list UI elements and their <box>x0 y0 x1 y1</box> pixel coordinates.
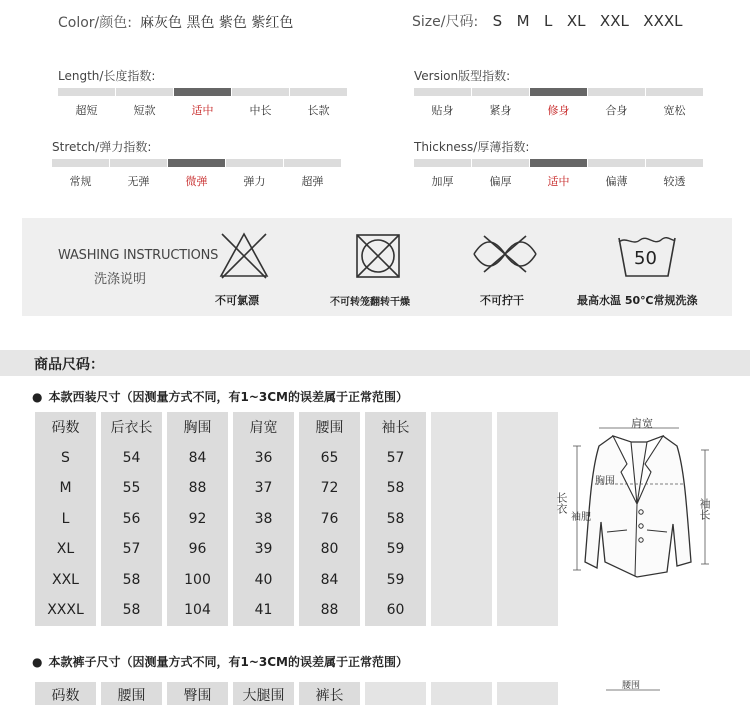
table-blank-cell <box>431 473 492 504</box>
stretch-gauge <box>52 159 341 189</box>
length-label: 长衣 <box>555 492 568 514</box>
size-label: Size/尺码: <box>412 14 479 30</box>
wash-caption: 不可氯漂 <box>215 294 259 307</box>
table-header-cell: 大腿围 <box>233 682 294 705</box>
table-cell: 39 <box>233 534 294 565</box>
table-cell: 60 <box>365 595 426 626</box>
no-tumble-dry-icon <box>354 232 402 280</box>
table-header-cell: 后衣长 <box>101 412 162 443</box>
suit-size-table <box>35 412 563 626</box>
thickness-gauge-title: Thickness/厚薄指数: <box>414 140 530 154</box>
washing-title-cn: 洗涤说明 <box>94 272 147 287</box>
table-blank-cell <box>497 412 558 443</box>
table-cell: 57 <box>101 534 162 565</box>
gauge-cell: 超短 <box>58 88 115 118</box>
table-cell: 58 <box>365 504 426 535</box>
table-header-cell: 腰围 <box>101 682 162 705</box>
table-cell: 65 <box>299 443 360 474</box>
suit-measurement-diagram <box>555 412 725 591</box>
version-gauge-title: Version版型指数: <box>414 69 511 83</box>
table-cell: 58 <box>101 595 162 626</box>
table-blank-cell <box>431 682 492 705</box>
table-cell: 88 <box>167 473 228 504</box>
shoulder-label: 肩宽 <box>631 417 653 430</box>
version-gauge <box>414 88 703 118</box>
table-blank-cell <box>497 534 558 565</box>
table-cell: 36 <box>233 443 294 474</box>
gauge-cell-active: 适中 <box>530 159 587 189</box>
table-blank-cell <box>497 473 558 504</box>
table-header-cell: 腰围 <box>299 412 360 443</box>
table-row <box>35 595 563 626</box>
wash-temperature: 50 <box>634 248 657 269</box>
table-row <box>35 473 563 504</box>
table-cell: S <box>35 443 96 474</box>
table-cell: 56 <box>101 504 162 535</box>
table-row <box>35 534 563 565</box>
table-blank-cell <box>431 534 492 565</box>
wash-caption: 最高水温 50℃常规洗涤 <box>577 294 698 307</box>
no-wring-icon <box>470 232 540 276</box>
table-cell: XL <box>35 534 96 565</box>
gauge-cell-active: 适中 <box>174 88 231 118</box>
table-cell: 72 <box>299 473 360 504</box>
pants-note: ● 本款裤子尺寸（因测量方式不同，有1~3CM的误差属于正常范围） <box>32 653 408 670</box>
color-label: Color/颜色: <box>58 15 132 31</box>
chest-label: 胸围 <box>595 476 615 487</box>
size-option: XXXL <box>643 12 683 30</box>
section-header <box>0 350 750 376</box>
table-cell: 57 <box>365 443 426 474</box>
table-header-cell: 码数 <box>35 682 96 705</box>
table-cell: 54 <box>101 443 162 474</box>
no-bleach-icon <box>218 230 270 280</box>
table-cell: 100 <box>167 565 228 596</box>
gauge-cell: 合身 <box>588 88 645 118</box>
table-cell: L <box>35 504 96 535</box>
table-blank-cell <box>497 443 558 474</box>
table-cell: 80 <box>299 534 360 565</box>
table-cell: XXXL <box>35 595 96 626</box>
gauge-cell: 弹力 <box>226 159 283 189</box>
table-cell: 92 <box>167 504 228 535</box>
gauge-cell-active: 修身 <box>530 88 587 118</box>
table-cell: 37 <box>233 473 294 504</box>
color-info <box>58 12 293 32</box>
gauge-cell-active: 微弹 <box>168 159 225 189</box>
gauge-cell: 较透 <box>646 159 703 189</box>
gauge-cell: 中长 <box>232 88 289 118</box>
gauge-cell: 短款 <box>116 88 173 118</box>
sleeve-label: 袖长 <box>698 498 711 520</box>
table-blank-cell <box>431 565 492 596</box>
table-cell: 88 <box>299 595 360 626</box>
table-row <box>35 504 563 535</box>
table-cell: 41 <box>233 595 294 626</box>
gauge-cell: 宽松 <box>646 88 703 118</box>
table-header-cell: 裤长 <box>299 682 360 705</box>
table-cell: 40 <box>233 565 294 596</box>
size-option: XL <box>566 12 586 30</box>
table-row <box>35 565 563 596</box>
gauge-cell: 长款 <box>290 88 347 118</box>
table-header-cell: 肩宽 <box>233 412 294 443</box>
table-cell: 84 <box>299 565 360 596</box>
table-header-cell: 袖长 <box>365 412 426 443</box>
pants-size-table <box>35 682 563 705</box>
color-value: 麻灰色 黑色 紫色 紫红色 <box>140 15 294 31</box>
table-header-cell: 胸围 <box>167 412 228 443</box>
table-cell: 58 <box>101 565 162 596</box>
size-option: L <box>544 12 553 30</box>
table-blank-cell <box>431 412 492 443</box>
table-blank-cell <box>431 504 492 535</box>
table-cell: M <box>35 473 96 504</box>
table-blank-cell <box>365 682 426 705</box>
pants-waist-label: 腰围 <box>622 681 641 691</box>
table-cell: 55 <box>101 473 162 504</box>
table-header-row <box>35 412 563 443</box>
suit-note: ● 本款西装尺寸（因测量方式不同，有1~3CM的误差属于正常范围） <box>32 388 408 405</box>
table-header-cell: 码数 <box>35 412 96 443</box>
length-gauge-title: Length/长度指数: <box>58 69 156 83</box>
gauge-cell: 贴身 <box>414 88 471 118</box>
gauge-cell: 加厚 <box>414 159 471 189</box>
length-gauge <box>58 88 347 118</box>
table-cell: 38 <box>233 504 294 535</box>
washing-title-en: WASHING INSTRUCTIONS <box>58 248 219 263</box>
wash-caption: 不可转笼翻转干燥 <box>330 297 410 308</box>
stretch-gauge-title: Stretch/弹力指数: <box>52 140 152 154</box>
size-option: S <box>492 12 503 30</box>
table-cell: XXL <box>35 565 96 596</box>
gauge-cell: 无弹 <box>110 159 167 189</box>
size-option: XXL <box>599 12 629 30</box>
table-blank-cell <box>497 595 558 626</box>
thickness-gauge <box>414 159 703 189</box>
gauge-cell: 常规 <box>52 159 109 189</box>
size-option: M <box>516 12 530 30</box>
table-cell: 59 <box>365 565 426 596</box>
gauge-cell: 紧身 <box>472 88 529 118</box>
table-cell: 76 <box>299 504 360 535</box>
table-cell: 58 <box>365 473 426 504</box>
table-cell: 59 <box>365 534 426 565</box>
table-blank-cell <box>431 595 492 626</box>
table-blank-cell <box>497 504 558 535</box>
washing-instructions <box>22 218 732 316</box>
table-header-cell: 臀围 <box>167 682 228 705</box>
section-title: 商品尺码： <box>34 357 104 373</box>
table-row <box>35 443 563 474</box>
table-cell: 104 <box>167 595 228 626</box>
waist-label: 袖肥 <box>571 512 591 523</box>
gauge-cell: 偏厚 <box>472 159 529 189</box>
table-blank-cell <box>497 682 558 705</box>
table-blank-cell <box>431 443 492 474</box>
wash-caption: 不可拧干 <box>480 294 524 307</box>
table-blank-cell <box>497 565 558 596</box>
gauge-cell: 偏薄 <box>588 159 645 189</box>
size-info <box>412 11 682 31</box>
table-cell: 96 <box>167 534 228 565</box>
pants-diagram <box>598 676 668 691</box>
gauge-cell: 超弹 <box>284 159 341 189</box>
table-cell: 84 <box>167 443 228 474</box>
